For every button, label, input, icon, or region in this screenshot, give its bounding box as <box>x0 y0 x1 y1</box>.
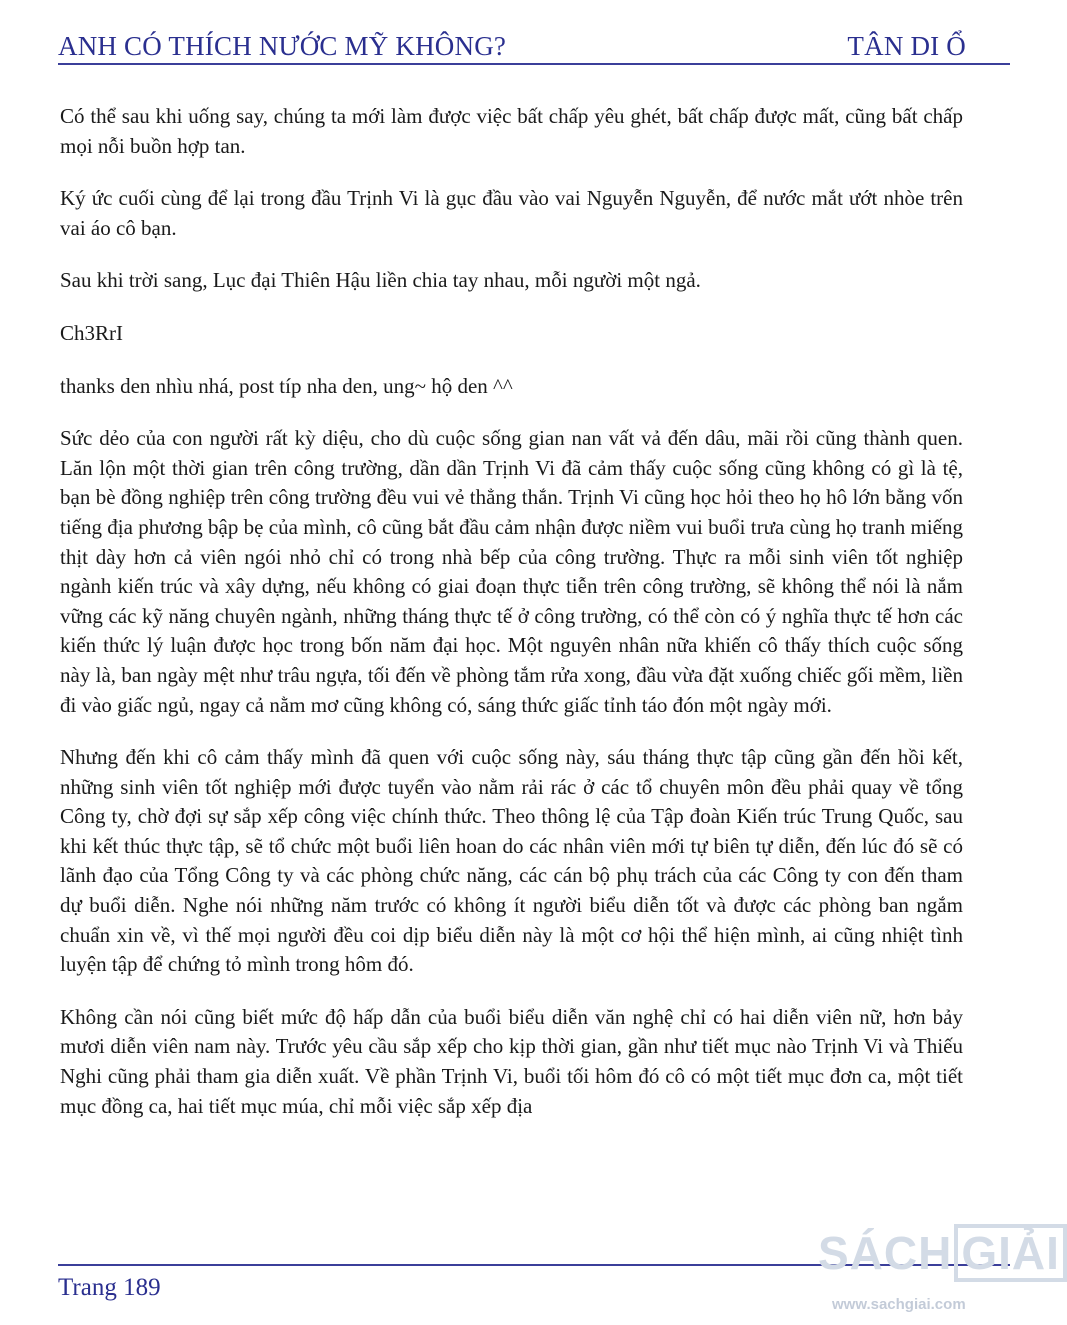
watermark-url: www.sachgiai.com <box>832 1296 966 1313</box>
book-title: ANH CÓ THÍCH NƯỚC MỸ KHÔNG? <box>58 31 507 61</box>
paragraph: Nhưng đến khi cô cảm thấy mình đã quen với cuộc sống này, sáu tháng thực tập cũng gần đến hồi kết, những sinh viên tốt nghiệp mới được tuyển vào nằm rải rác ở các tổ chuyên môn đều phải quay về tổng Công ty, chờ đợi sự sắp xếp công việc chính thức. Theo thông lệ của Tập đoàn Kiến trúc Trung Quốc, sau khi kết thúc thực tập, sẽ tổ chức một buổi liên hoan do các nhân viên mới tự biên tự diễn, đến lúc đó sẽ có lãnh đạo của Tổng Công ty và các phòng chức năng, các cán bộ phụ trách của các Công ty con đến tham dự buổi diễn. Nghe nói những năm trước có không ít người biểu diễn tốt và được các phòng ban ngắm chuẩn xin về, vì thế mọi người đều coi dịp biểu diễn này là một cơ hội thể hiện mình, ai cũng nhiệt tình luyện tập để chứng tỏ mình trong hôm đó. <box>60 745 963 977</box>
page-header <box>58 22 966 62</box>
header-divider <box>58 63 1010 65</box>
page-number: Trang 189 <box>58 1274 161 1301</box>
paragraph: Ký ức cuối cùng để lại trong đầu Trịnh Vi là gục đầu vào vai Nguyễn Nguyễn, để nước mắt ướt nhòe trên vai áo cô bạn. <box>60 186 963 240</box>
watermark-logo-text: SÁCH <box>818 1227 953 1279</box>
page-body <box>60 102 963 1144</box>
watermark-logo <box>818 1222 1060 1284</box>
paragraph: thanks den nhìu nhá, post típ nha den, ung~ hộ den ^^ <box>60 373 513 398</box>
paragraph: Ch3RrI <box>60 320 123 345</box>
watermark-logo-boxed-text: GIẢI <box>954 1224 1067 1282</box>
paragraph: Có thể sau khi uống say, chúng ta mới làm được việc bất chấp yêu ghét, bất chấp được mất, cũng bất chấp mọi nỗi buồn hợp tan. <box>60 104 963 158</box>
paragraph: Sau khi trời sang, Lục đại Thiên Hậu liền chia tay nhau, mỗi người một ngả. <box>60 268 701 293</box>
book-author: TÂN DI Ổ <box>847 31 966 61</box>
paragraph: Sức dẻo của con người rất kỳ diệu, cho dù cuộc sống gian nan vất vả đến dâu, mãi rồi cũng thành quen. Lăn lộn một thời gian trên công trường, dần dần Trịnh Vi đã cảm thấy cuộc sống cũng không có gì là tệ, bạn bè đồng nghiệp trên công trường đều vui vẻ thẳng thắn. Trịnh Vi cũng học hỏi theo họ hô lớn bằng vốn tiếng địa phương bập bẹ của mình, cô cũng bắt đầu cảm nhận được niềm vui buổi trưa cùng họ tranh miếng thịt dày hơn cả viên ngói nhỏ chỉ có trong nhà bếp của công trường. Thực ra mỗi sinh viên tốt nghiệp ngành kiến trúc và xây dựng, nếu không có giai đoạn thực tiễn trên công trường, sẽ không thể nói là nắm vững các kỹ năng chuyên ngành, những tháng thực tế ở công trường, có thể còn có ý nghĩa thực tế hơn các kiến thức lý luận được học trong bốn năm đại học. Một nguyên nhân nữa khiến cô thấy thích cuộc sống này là, ban ngày mệt như trâu ngựa, tối đến về phòng tắm rửa xong, đầu vừa đặt xuống chiếc gối mềm, liền đi vào giấc ngủ, ngay cả nằm mơ cũng không có, sáng thức giấc tỉnh táo đón một ngày mới. <box>60 426 963 717</box>
paragraph: Không cần nói cũng biết mức độ hấp dẫn của buổi biểu diễn văn nghệ chỉ có hai diễn viên nữ, hơn bảy mươi diễn viên nam này. Trước yêu cầu sắp xếp cho kịp thời gian, gần như tiết mục nào Trịnh Vi và Thiếu Nghi cũng phải tham gia diễn xuất. Về phần Trịnh Vi, buổi tối hôm đó cô có một tiết mục đơn ca, một tiết mục đồng ca, hai tiết mục múa, chỉ mỗi việc sắp xếp địa <box>60 1004 963 1118</box>
